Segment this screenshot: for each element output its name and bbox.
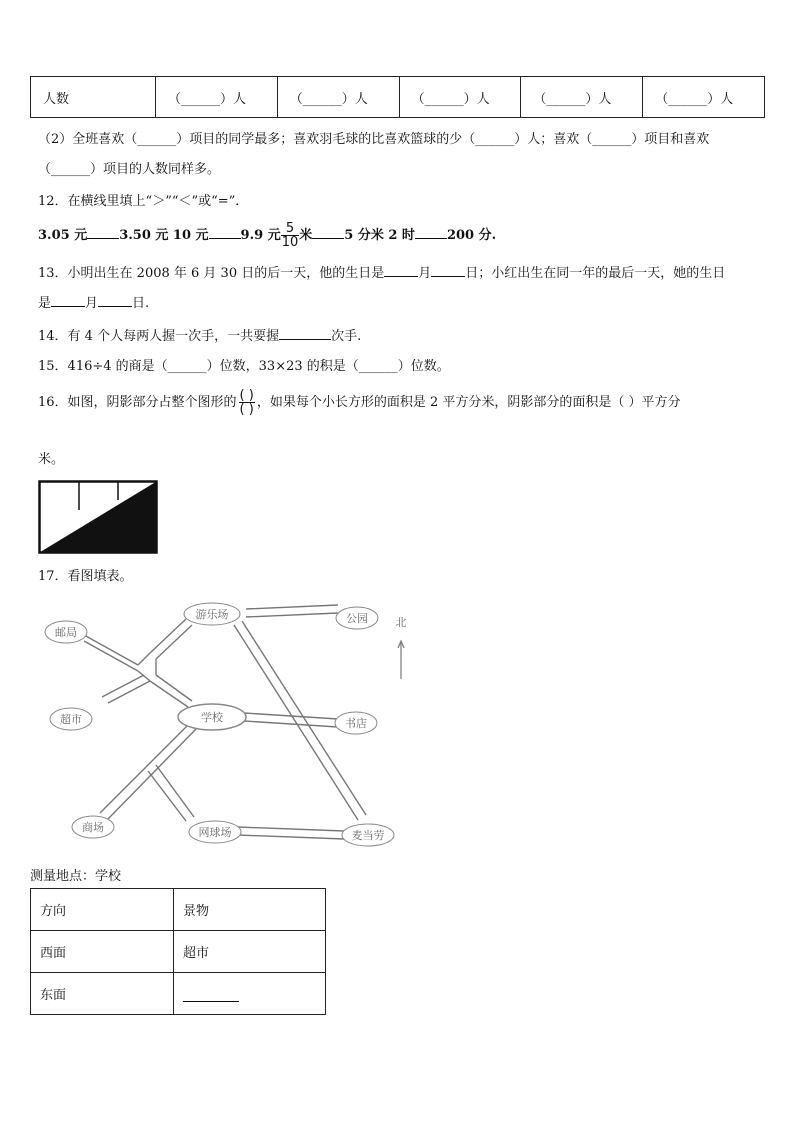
q13-line2 — [38, 292, 149, 311]
table-row — [31, 973, 326, 1015]
fraction-numerator: ( ) — [239, 388, 254, 403]
q14-text-2: 次手. — [331, 329, 362, 344]
q16-text-2: ，如果每个小长方形的面积是 2 平方分米，阴影部分的面积是（ ）平方分 — [256, 395, 681, 410]
measure-location-label: 测量地点：学校 — [30, 869, 122, 884]
place-mall: 商场 — [82, 821, 104, 834]
direction-map — [38, 595, 438, 855]
q11-part2-line2: （______）项目的人数同样多。 — [38, 162, 221, 177]
q12-item-2: 3.50 元 10 元 — [119, 228, 209, 243]
answer-cell-2[interactable]: （______）人 — [277, 77, 399, 118]
fraction-denominator: ( ) — [239, 402, 254, 417]
q12-item-1: 3.05 元 — [38, 228, 88, 243]
q16-line2: 米。 — [38, 452, 65, 467]
answer-cell-5[interactable]: （______）人 — [643, 77, 765, 118]
q12-blank-3[interactable] — [312, 227, 344, 239]
q12-item-5: 5 分米 2 时 — [344, 228, 415, 243]
q12-item-4: 米 — [299, 228, 313, 243]
q14 — [38, 325, 361, 344]
q12-item-3: 9.9 元 — [240, 228, 281, 243]
north-arrow-icon — [396, 616, 407, 679]
map-places — [45, 603, 394, 846]
q13-text-3: 日；小红出生在同一年的最后一天，她的生日 — [465, 266, 726, 281]
q12-blank-2[interactable] — [209, 227, 241, 239]
q13-text-4: 是 — [38, 296, 52, 311]
answer-cell-3[interactable]: （______）人 — [399, 77, 521, 118]
cell-landmark: 超市 — [174, 931, 326, 973]
answer-cell-1[interactable]: （______）人 — [156, 77, 278, 118]
q12-item-6: 200 分. — [446, 228, 497, 243]
q16-fraction[interactable] — [239, 389, 255, 416]
q13-blank-month-1[interactable] — [384, 265, 418, 277]
place-mcdonalds: 麦当劳 — [351, 829, 385, 842]
place-bookstore: 书店 — [345, 717, 367, 730]
q13-blank-day-2[interactable] — [98, 295, 132, 307]
cell-direction: 东面 — [31, 973, 174, 1015]
header-landmark: 景物 — [174, 889, 326, 931]
place-tennis-court: 网球场 — [198, 826, 232, 839]
north-label: 北 — [395, 616, 407, 629]
q14-text-1: 14．有 4 个人每两人握一次手，一共要握 — [38, 329, 280, 344]
fraction-denominator: 10 — [281, 235, 299, 250]
q13-line1 — [38, 262, 725, 281]
place-park: 公园 — [346, 612, 368, 625]
q16-line1 — [38, 389, 681, 416]
answer-cell-4[interactable]: （______）人 — [521, 77, 643, 118]
q13-text-1: 13．小明出生在 2008 年 6 月 30 日的后一天，他的生日是 — [38, 266, 385, 281]
q13-blank-day-1[interactable] — [431, 265, 465, 277]
direction-table — [30, 888, 326, 1015]
answer-blank[interactable] — [183, 990, 239, 1002]
q12-blank-4[interactable] — [415, 227, 447, 239]
cell-landmark-answer[interactable] — [174, 973, 326, 1015]
row-label: 人数 — [31, 77, 156, 118]
q12-fraction — [281, 222, 300, 249]
shaded-rectangle-figure — [38, 480, 160, 556]
q12-blank-1[interactable] — [87, 227, 119, 239]
place-school: 学校 — [201, 711, 223, 724]
q12-title: 12．在横线里填上“＞”“＜”或“=”． — [38, 194, 249, 209]
q13-blank-month-2[interactable] — [51, 295, 85, 307]
cell-direction: 西面 — [31, 931, 174, 973]
q15: 15．416÷4 的商是（______）位数，33×23 的积是（______）位数。 — [38, 359, 450, 374]
place-supermarket: 超市 — [60, 713, 82, 726]
q14-blank[interactable] — [279, 328, 331, 340]
q11-part2-line1: （2）全班喜欢（______）项目的同学最多；喜欢羽毛球的比喜欢篮球的少（______）人；喜欢（______）项目和喜欢 — [38, 132, 710, 147]
header-direction: 方向 — [31, 889, 174, 931]
q13-text-2: 月 — [418, 266, 432, 281]
q13-text-6: 日. — [132, 296, 150, 311]
q13-text-5: 月 — [85, 296, 99, 311]
q12-comparisons — [38, 222, 496, 249]
table-header-row — [31, 889, 326, 931]
q17-title: 17．看图填表。 — [38, 569, 133, 584]
q16-text-1: 16．如图，阴影部分占整个图形的 — [38, 395, 237, 410]
table-row — [31, 931, 326, 973]
place-post-office: 邮局 — [55, 626, 77, 639]
fraction-numerator: 5 — [281, 222, 300, 236]
answer-table-row — [30, 76, 765, 118]
place-amusement-park: 游乐场 — [195, 608, 229, 621]
